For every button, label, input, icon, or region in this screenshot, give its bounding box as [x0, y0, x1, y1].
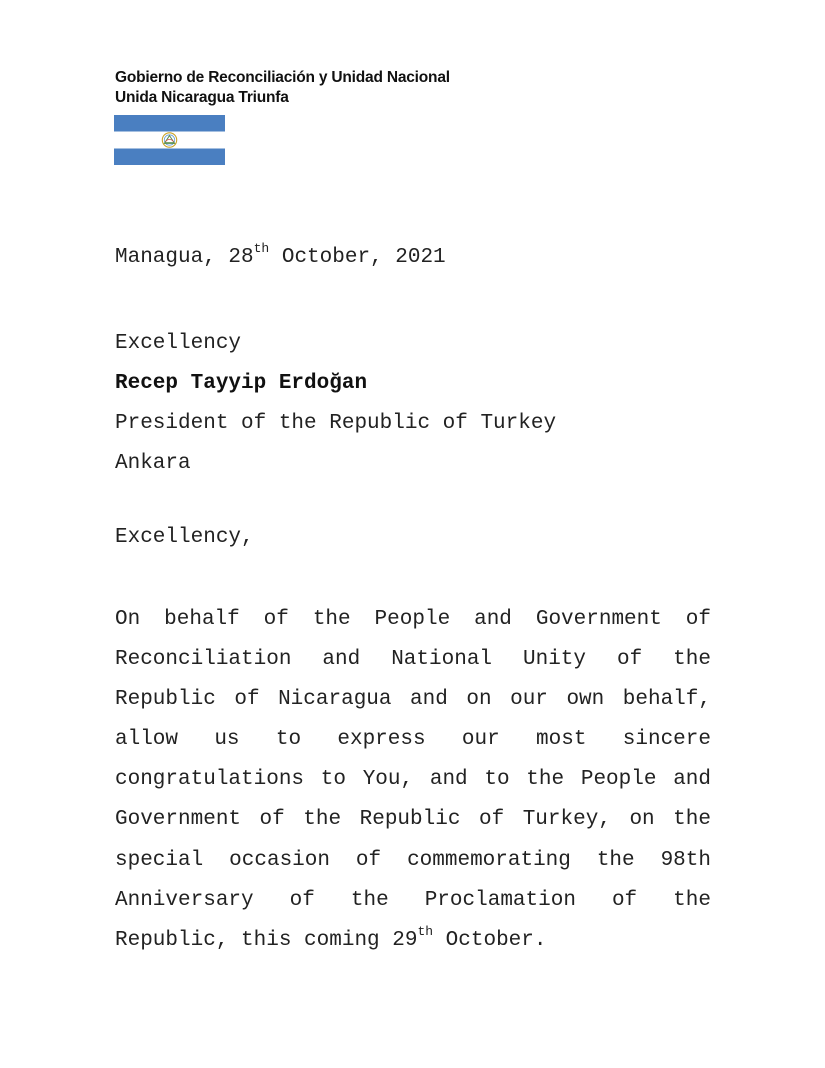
body-paragraph-end: October. — [433, 928, 547, 952]
date-suffix: October, 2021 — [269, 246, 446, 269]
letterhead-government-name: Gobierno de Reconciliación y Unidad Nacional — [115, 69, 450, 86]
letterhead-motto: Unida Nicaragua Triunfa — [115, 89, 289, 106]
recipient-city: Ankara — [115, 452, 191, 475]
body-paragraph — [115, 600, 711, 961]
letterhead — [115, 68, 450, 108]
body-ordinal: th — [417, 923, 434, 939]
letter-date — [115, 241, 446, 272]
recipient-address — [115, 324, 556, 484]
salutation: Excellency, — [115, 526, 254, 549]
recipient-honorific: Excellency — [115, 332, 242, 355]
recipient-name: Recep Tayyip Erdoğan — [115, 372, 368, 395]
nicaragua-flag-icon — [114, 115, 225, 165]
body-paragraph-text: On behalf of the People and Government of Reconciliation and National Unity of the Republic of Nicaragua and on our own behalf, allow us to express our most sincere congratulations to You, and to the People and Government of the Republic of Turkey, on the special occasion of commemorating the 98th Anniversary of the Proclamation of the Republic, this coming 29 — [115, 608, 711, 952]
recipient-title: President of the Republic of Turkey — [115, 412, 557, 435]
date-prefix: Managua, 28 — [115, 246, 254, 269]
date-ordinal: th — [253, 241, 270, 256]
